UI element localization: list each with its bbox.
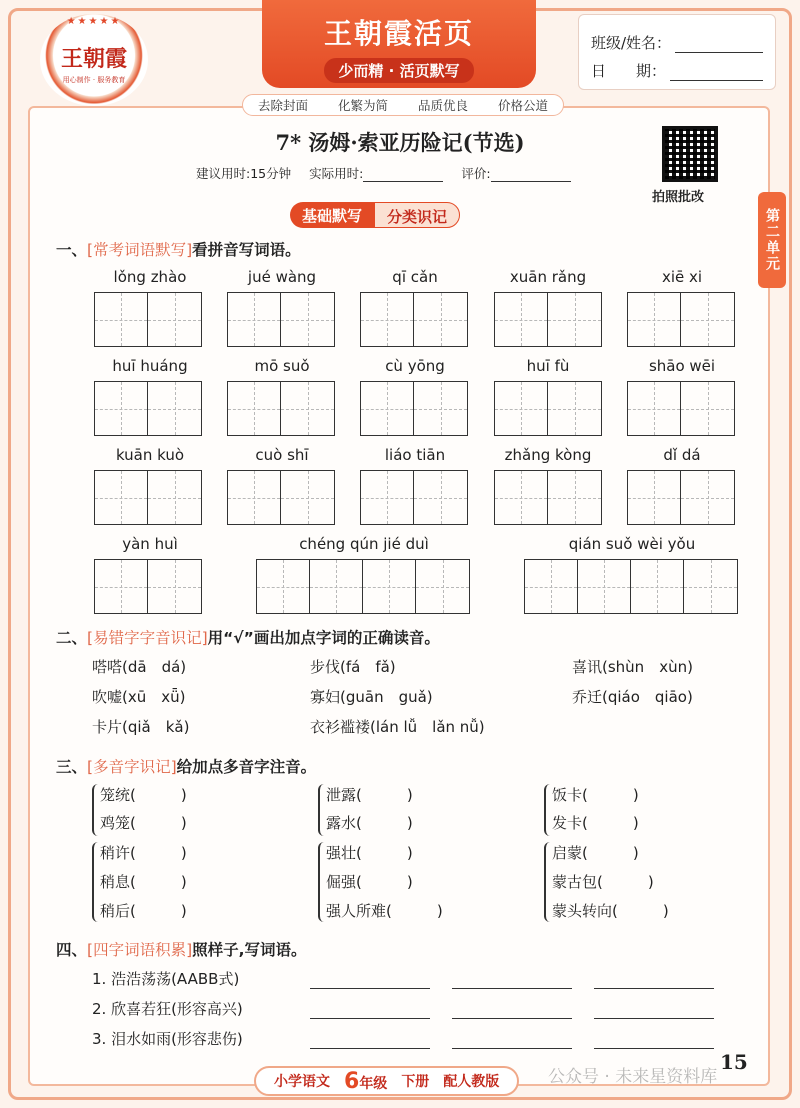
writing-grid[interactable] bbox=[627, 470, 735, 525]
pinyin-label: kuān kuò bbox=[115, 446, 185, 464]
q2-instruction: 用“√”画出加点字词的正确读音。 bbox=[207, 629, 440, 647]
star-icons: ★★★★★ bbox=[66, 16, 122, 27]
slogan-item: 去除封面 bbox=[257, 98, 308, 113]
class-name-row bbox=[591, 25, 763, 53]
writing-grid[interactable] bbox=[360, 470, 468, 525]
evaluation-field[interactable] bbox=[491, 170, 571, 182]
polyphone-item[interactable]: 蒙头转向( ) bbox=[552, 902, 669, 920]
lesson-title: 7* 汤姆·索亚历险记(节选) bbox=[275, 130, 525, 155]
q1-tag: [常考词语默写] bbox=[87, 241, 193, 259]
section-banner-right: 分类识记 bbox=[374, 202, 460, 228]
writing-grid[interactable] bbox=[256, 559, 470, 614]
title-banner bbox=[262, 0, 536, 88]
answer-line[interactable] bbox=[594, 1018, 714, 1019]
answer-line[interactable] bbox=[310, 988, 430, 989]
polyphone-item[interactable]: 强壮( ) bbox=[326, 844, 413, 862]
writing-grid[interactable] bbox=[494, 470, 602, 525]
student-info-box bbox=[578, 14, 776, 90]
time-row bbox=[196, 164, 571, 182]
polyphone-item[interactable]: 启蒙( ) bbox=[552, 844, 639, 862]
polyphone-item[interactable]: 发卡( ) bbox=[552, 814, 639, 832]
brace bbox=[544, 842, 550, 922]
footer-subject: 小学语文 bbox=[274, 1074, 330, 1090]
section-banner bbox=[290, 202, 460, 228]
pinyin-label: liáo tiān bbox=[384, 446, 446, 464]
pinyin-label: qián suǒ wèi yǒu bbox=[568, 535, 696, 553]
writing-grid[interactable] bbox=[94, 381, 202, 436]
q2-heading bbox=[56, 626, 440, 648]
q1-instruction: 看拼音写词语。 bbox=[192, 241, 301, 259]
suggested-time: 建议用时:15分钟 bbox=[196, 166, 292, 181]
polyphone-item[interactable]: 泄露( ) bbox=[326, 786, 413, 804]
unit-tab: 第二单元 bbox=[758, 192, 786, 288]
brand-logo bbox=[40, 14, 148, 106]
writing-grid[interactable] bbox=[627, 381, 735, 436]
answer-line[interactable] bbox=[310, 1018, 430, 1019]
writing-grid[interactable] bbox=[94, 292, 202, 347]
writing-grid[interactable] bbox=[227, 470, 335, 525]
polyphone-item[interactable]: 强人所难( ) bbox=[326, 902, 443, 920]
q3-number: 三、 bbox=[56, 758, 88, 776]
polyphone-item[interactable]: 蒙古包( ) bbox=[552, 873, 654, 891]
pinyin-label: cù yōng bbox=[385, 357, 445, 375]
q3-heading bbox=[56, 755, 316, 777]
pinyin-label: huī huáng bbox=[112, 357, 188, 375]
pinyin-label: xuān rǎng bbox=[509, 268, 587, 286]
actual-time-field[interactable] bbox=[363, 170, 443, 182]
answer-line[interactable] bbox=[310, 1048, 430, 1049]
writing-grid[interactable] bbox=[494, 381, 602, 436]
q4-instruction: 照样子,写词语。 bbox=[192, 941, 307, 959]
class-name-label: 班级/姓名： bbox=[591, 34, 672, 52]
pronunciation-item[interactable]: 步伐(fá fǎ) bbox=[310, 658, 396, 676]
q2-tag: [易错字字音识记] bbox=[87, 629, 208, 647]
logo-text: 王朝霞 bbox=[60, 45, 127, 72]
slogan-item: 品质优良 bbox=[417, 98, 468, 113]
footer-term: 下册 bbox=[401, 1074, 430, 1090]
pinyin-label: yàn huì bbox=[122, 535, 178, 553]
pinyin-label: xiē xi bbox=[661, 268, 703, 286]
answer-line[interactable] bbox=[594, 988, 714, 989]
slogan-item: 化繁为简 bbox=[337, 98, 388, 113]
writing-grid[interactable] bbox=[627, 292, 735, 347]
footer-grade-number: 6 bbox=[344, 1068, 360, 1094]
answer-line[interactable] bbox=[452, 988, 572, 989]
answer-line[interactable] bbox=[452, 1048, 572, 1049]
writing-grid[interactable] bbox=[94, 470, 202, 525]
pinyin-label: chéng qún jié duì bbox=[299, 535, 429, 553]
polyphone-item[interactable]: 稍后( ) bbox=[100, 902, 187, 920]
date-label: 日 期： bbox=[591, 62, 667, 80]
actual-time-group bbox=[309, 164, 443, 182]
pinyin-label: huī fù bbox=[526, 357, 570, 375]
q1-heading bbox=[56, 238, 301, 260]
polyphone-item[interactable]: 饭卡( ) bbox=[552, 786, 639, 804]
slogan-bar bbox=[242, 94, 564, 116]
pronunciation-item[interactable]: 衣衫褴褛(lán lǚ lǎn nǚ) bbox=[310, 718, 485, 736]
pinyin-label: dǐ dá bbox=[663, 446, 701, 464]
pinyin-label: jué wàng bbox=[247, 268, 317, 286]
q2-number: 二、 bbox=[56, 629, 88, 647]
footer-grade: 年级 bbox=[359, 1075, 388, 1092]
pinyin-label: zhǎng kòng bbox=[504, 446, 592, 464]
q4-heading bbox=[56, 938, 307, 960]
slogan-item: 价格公道 bbox=[497, 98, 548, 113]
actual-time-label: 实际用时: bbox=[309, 166, 364, 181]
pinyin-label: qī cǎn bbox=[392, 268, 438, 286]
writing-grid[interactable] bbox=[360, 381, 468, 436]
brace bbox=[318, 842, 324, 922]
pronunciation-item[interactable]: 吹嘘(xū xǖ) bbox=[92, 688, 186, 706]
date-field[interactable] bbox=[670, 65, 763, 81]
pronunciation-item[interactable]: 卡片(qiǎ kǎ) bbox=[92, 718, 190, 736]
polyphone-item[interactable]: 稍许( ) bbox=[100, 844, 187, 862]
polyphone-item[interactable]: 露水( ) bbox=[326, 814, 413, 832]
evaluation-group bbox=[461, 164, 570, 182]
idiom-example: 3. 泪水如雨(形容悲伤) bbox=[92, 1030, 243, 1048]
answer-line[interactable] bbox=[452, 1018, 572, 1019]
polyphone-item[interactable]: 稍息( ) bbox=[100, 873, 187, 891]
writing-grid[interactable] bbox=[494, 292, 602, 347]
banner-subtitle: 少而精 · 活页默写 bbox=[324, 58, 473, 83]
pinyin-label: cuò shī bbox=[255, 446, 309, 464]
pronunciation-item[interactable]: 寡妇(guān guǎ) bbox=[310, 688, 433, 706]
pronunciation-item[interactable]: 嗒嗒(dā dá) bbox=[92, 658, 187, 676]
pinyin-label: mō suǒ bbox=[254, 357, 310, 375]
polyphone-item[interactable]: 鸡笼( ) bbox=[100, 814, 187, 832]
page-number: 15 bbox=[720, 1050, 748, 1074]
writing-grid[interactable] bbox=[524, 559, 738, 614]
pinyin-label: lǒng zhào bbox=[113, 268, 187, 286]
writing-grid[interactable] bbox=[94, 559, 202, 614]
watermark: 公众号 · 未来星资料库 bbox=[548, 1067, 718, 1087]
banner-title: 王朝霞活页 bbox=[323, 17, 474, 50]
qr-label: 拍照批改 bbox=[652, 190, 705, 205]
q3-tag: [多音字识记] bbox=[87, 758, 177, 776]
polyphone-item[interactable]: 倔强( ) bbox=[326, 873, 413, 891]
idiom-example: 2. 欣喜若狂(形容高兴) bbox=[92, 1000, 243, 1018]
footer-grade-group bbox=[344, 1069, 387, 1094]
section-banner-left: 基础默写 bbox=[290, 202, 374, 228]
writing-grid[interactable] bbox=[360, 292, 468, 347]
writing-grid[interactable] bbox=[227, 381, 335, 436]
q3-instruction: 给加点多音字注音。 bbox=[176, 758, 317, 776]
brace bbox=[544, 784, 550, 836]
footer-badge bbox=[254, 1066, 519, 1096]
q4-tag: [四字词语积累] bbox=[87, 941, 193, 959]
pronunciation-item[interactable]: 喜讯(shùn xùn) bbox=[572, 658, 693, 676]
writing-grid[interactable] bbox=[227, 292, 335, 347]
qr-code-icon[interactable] bbox=[662, 126, 718, 182]
class-name-field[interactable] bbox=[675, 37, 763, 53]
brace bbox=[92, 842, 98, 922]
brace bbox=[92, 784, 98, 836]
date-row bbox=[591, 53, 763, 81]
footer-edition: 配人教版 bbox=[443, 1074, 500, 1090]
q4-number: 四、 bbox=[56, 941, 88, 959]
logo-subtitle: 用心制作 · 服务教育 bbox=[62, 75, 126, 84]
brace bbox=[318, 784, 324, 836]
answer-line[interactable] bbox=[594, 1048, 714, 1049]
pinyin-label: shāo wēi bbox=[648, 357, 716, 375]
polyphone-item[interactable]: 笼统( ) bbox=[100, 786, 187, 804]
q1-number: 一、 bbox=[56, 241, 88, 259]
evaluation-label: 评价: bbox=[461, 166, 491, 181]
idiom-example: 1. 浩浩荡荡(AABB式) bbox=[92, 970, 240, 988]
pronunciation-item[interactable]: 乔迁(qiáo qiāo) bbox=[572, 688, 693, 706]
